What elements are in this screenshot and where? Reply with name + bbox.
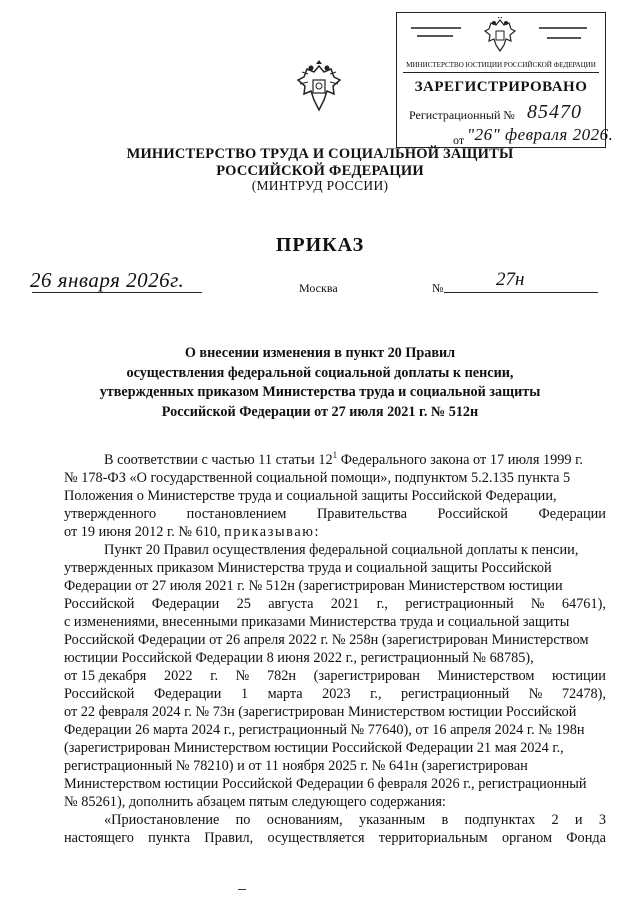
- body-text: от 19 июня 2012 г. № 610,: [64, 524, 225, 540]
- word: Российской: [64, 686, 135, 702]
- subject-line: Российской Федерации от 27 июля 2021 г. № 512н: [161, 403, 479, 420]
- ministry-short-name: (МИНТРУД РОССИИ): [251, 178, 389, 193]
- word: Правительства: [316, 506, 407, 522]
- order-subject: [40, 344, 600, 422]
- word: 2021: [330, 596, 360, 612]
- body-line: [64, 505, 606, 523]
- page-footer-mark: [238, 889, 246, 890]
- word: №: [528, 686, 543, 702]
- body-line: [64, 667, 606, 685]
- word: №: [235, 668, 250, 684]
- word: Федерации: [538, 506, 606, 522]
- word: Федерации: [153, 686, 222, 702]
- word: Российской: [64, 596, 135, 612]
- order-date-underline: [32, 292, 202, 293]
- word: «Приостановление: [104, 812, 220, 828]
- subject-line: О внесении изменения в пункт 20 Правил: [184, 345, 456, 361]
- body-line: Федерации 26 марта 2024 г., регистрационный № 77640), от 16 апреля 2024 г. № 198н: [64, 722, 585, 738]
- word: Фонда: [566, 830, 606, 846]
- word: г.: [210, 668, 219, 684]
- word: утвержденного: [64, 506, 157, 522]
- word: подпунктах: [464, 812, 536, 828]
- registration-stamp: [396, 12, 614, 148]
- body-line: (зарегистрирован Министерством юстиции Российской Федерации 21 мая 2024 г.,: [64, 740, 564, 756]
- word: 3: [598, 812, 606, 828]
- stamp-divider: [403, 72, 599, 73]
- body-line: Федерации от 27 июля 2021 г. № 512н (зарегистрирован Министерством юстиции: [64, 578, 563, 594]
- order-city: Москва: [299, 281, 338, 295]
- word: территориальным: [378, 830, 488, 846]
- body-line: Министерством юстиции Российской Федерации 6 февраля 2026 г., регистрационный: [64, 776, 587, 792]
- body-line: [64, 523, 320, 541]
- word: 2: [551, 812, 559, 828]
- body-text: Федерального закона от 17 июля 1999 г.: [337, 452, 583, 468]
- body-line: регистрационный № 78210) и от 11 ноября 2025 г. № 641н (зарегистрирован: [64, 758, 528, 774]
- word: 2023: [322, 686, 351, 702]
- body-line: от 22 февраля 2024 г. № 73н (зарегистрирован Министерством юстиции Российской: [64, 704, 577, 720]
- word: №: [530, 596, 545, 612]
- word: г.,: [370, 686, 382, 702]
- word: в: [441, 812, 449, 828]
- stamp-reg-label: Регистрационный №: [409, 108, 515, 122]
- word: г.,: [376, 596, 389, 612]
- word: Министерством: [437, 668, 535, 684]
- word: пункта: [148, 830, 191, 846]
- body-line: № 85261), дополнить абзацем пятым следующего содержания:: [64, 794, 446, 810]
- body-line: [104, 451, 583, 469]
- body-line: утвержденных приказом Министерства труда и социальной защиты Российской: [64, 560, 552, 576]
- word: марта: [267, 686, 303, 702]
- word: регистрационный: [405, 596, 514, 612]
- word: по: [235, 812, 251, 828]
- body-line: [64, 595, 606, 613]
- word: настоящего: [64, 830, 134, 846]
- body-text: В соответствии с частью 11 статьи 12: [104, 452, 333, 468]
- word: осуществляется: [267, 830, 365, 846]
- stamp-status: ЗАРЕГИСТРИРОВАНО: [414, 79, 588, 95]
- document-type-title: ПРИКАЗ: [275, 234, 365, 256]
- body-line: с изменениями, внесенными приказами Министерства труда и социальной защиты: [64, 614, 570, 630]
- word: 1: [240, 686, 249, 702]
- word: юстиции: [552, 668, 606, 684]
- word: Федерации: [151, 596, 220, 612]
- word: указанным: [359, 812, 426, 828]
- subject-line: утвержденных приказом Министерства труда и социальной защиты: [99, 384, 541, 400]
- body-line: Пункт 20 Правил осуществления федеральной социальной доплаты к пенсии,: [104, 542, 579, 558]
- word: Российской: [437, 506, 508, 522]
- order-directive: приказываю:: [224, 524, 321, 540]
- ministry-name-line1: МИНИСТЕРСТВО ТРУДА И СОЦИАЛЬНОЙ ЗАЩИТЫ: [126, 146, 514, 162]
- stamp-reg-number: 85470: [527, 101, 582, 123]
- body-line: Российской Федерации от 26 апреля 2022 г. № 258н (зарегистрирован Министерством: [64, 632, 589, 648]
- body-line: [64, 685, 606, 703]
- coat-of-arms-icon: [296, 60, 342, 116]
- order-number-handwritten: 27н: [496, 269, 525, 290]
- stamp-date-prefix: от: [453, 133, 465, 147]
- body-line: Положения о Министерстве труда и социальной защиты Российской Федерации,: [64, 488, 557, 504]
- word: Правил,: [204, 830, 254, 846]
- order-date-handwritten: 26 января 2026г.: [30, 268, 185, 292]
- body-line: юстиции Российской Федерации 8 июня 2022 г., регистрационный № 68785),: [64, 650, 534, 666]
- word: 72478),: [561, 686, 606, 702]
- word: августа: [268, 596, 314, 612]
- superscript: 1: [332, 450, 338, 461]
- coat-of-arms-icon: [483, 17, 517, 55]
- stamp-date-handwritten: "26" февраля 2026.: [467, 125, 614, 144]
- word: от 15 декабря: [64, 668, 147, 684]
- word: (зарегистрирован: [313, 668, 420, 684]
- stamp-ministry-name: МИНИСТЕРСТВО ЮСТИЦИИ РОССИЙСКОЙ ФЕДЕРАЦИИ: [406, 61, 596, 69]
- body-line: [64, 829, 606, 847]
- subject-line: осуществления федеральной социальной доплаты к пенсии,: [126, 364, 514, 381]
- word: 25: [236, 596, 251, 612]
- order-number-label: №: [432, 281, 444, 295]
- ministry-name-line2: РОССИЙСКОЙ ФЕДЕРАЦИИ: [216, 163, 424, 179]
- word: 2022: [163, 668, 193, 684]
- order-number-underline: [444, 292, 598, 293]
- word: 782н: [266, 668, 297, 684]
- word: органом: [501, 830, 553, 846]
- word: постановлением: [186, 506, 287, 522]
- word: 64761),: [561, 596, 606, 612]
- body-line: [104, 811, 606, 829]
- word: основаниям,: [266, 812, 343, 828]
- body-line: № 178-ФЗ «О государственной социальной помощи», подпунктом 5.2.135 пункта 5: [64, 470, 571, 486]
- word: и: [574, 812, 583, 828]
- word: регистрационный: [401, 686, 510, 702]
